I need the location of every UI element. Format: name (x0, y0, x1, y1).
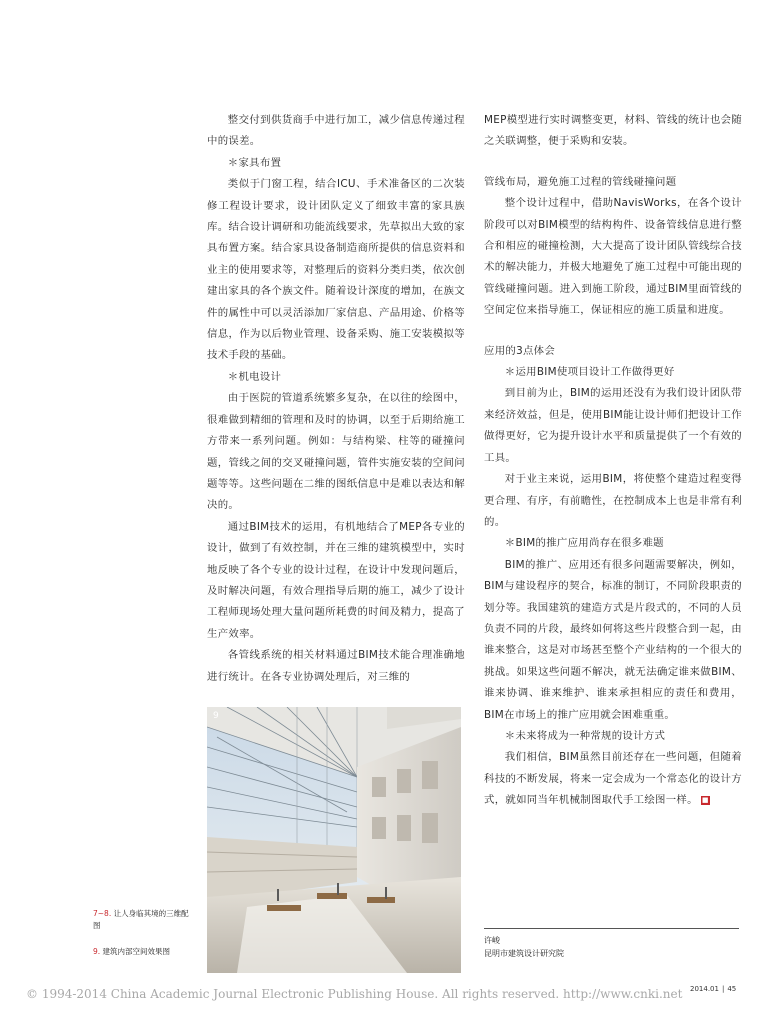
paragraph-text: 整个设计过程中，借助NavisWorks，在各个设计阶段可以对BIM模型的结构构件、设备管线信息进行整合和相应的碰撞检测，大大提高了设计团队管线综合技术的解决能力，并极大地避免了施工过程中可能出现的管线碰撞问题。进入到施工阶段，通过BIM里面管线的空间定位来指导施工，保证相应的施工质量和进度。 (484, 197, 742, 317)
subsection-heading (484, 726, 742, 747)
end-of-article-mark: ■ (701, 795, 709, 804)
heading-text: 管线布局，避免施工过程的管线碰撞问题 (484, 175, 677, 188)
figure-9-atrium-photo (207, 707, 461, 973)
section-heading (484, 341, 742, 362)
subsection-heading (484, 362, 742, 383)
body-paragraph (207, 517, 465, 645)
paragraph-gap (484, 153, 742, 172)
body-paragraph (484, 747, 742, 811)
atrium-illustration (207, 707, 461, 973)
caption-number: 9. (93, 947, 101, 956)
caption-text: 建筑内部空间效果图 (102, 947, 171, 956)
folio-separator: | (721, 985, 725, 993)
paragraph-gap (484, 322, 742, 341)
body-paragraph (207, 174, 465, 367)
page-folio (690, 985, 736, 993)
caption-text: 让人身临其境的三维配图 (93, 909, 189, 930)
heading-text: 应用的3点体会 (484, 344, 556, 357)
paragraph-text: 我们相信，BIM虽然目前还存在一些问题，但随着科技的不断发展，将来一定会成为一个常态化的设计方式，就如同当年机械制图取代手工绘图一样。 (484, 751, 742, 807)
author-name: 许峻 (484, 936, 500, 945)
author-divider (484, 928, 739, 929)
paragraph-text: 对于业主来说，运用BIM，将使整个建造过程变得更合理、有序，有前瞻性，在控制成本上也是非常有利的。 (484, 473, 742, 528)
paragraph-text: 通过BIM技术的运用，有机地结合了MEP各专业的设计，做到了有效控制，并在三维的建筑模型中，实时地反映了各个专业的设计过程，在设计中发现问题后，及时解决问题，有效合理指导后期的施工，减少了设计工程师现场处理大量问题所耗费的时间及精力，提高了生产效率。 (207, 520, 465, 640)
paragraph-text: 各管线系统的相关材料通过BIM技术能合理准确地进行统计。在各专业协调处理后，对三维的 (207, 649, 465, 683)
body-paragraph (207, 110, 465, 153)
author-block (484, 928, 742, 960)
body-paragraph (484, 193, 742, 321)
paragraph-text: 整交付到供货商手中进行加工，减少信息传递过程中的误差。 (207, 114, 465, 148)
subsection-heading (207, 153, 465, 174)
paragraph-text: 类似于门窗工程，结合ICU、手术准备区的二次装修工程设计要求，设计团队定义了细致丰富的家具族库。结合设计调研和功能流线要求，先草拟出大致的家具布置方案。结合家具设备制造商所提供的信息资料和业主的使用要求等，对整理后的资料分类归类，依次创建出家具的各个族文件。随着设计深度的增加，在族文件的属性中可以灵活添加厂家信息、产品用途、价格等信息，作为以后物业管理、设备采购、施工安装模拟等技术手段的基础。 (207, 178, 465, 362)
left-column (207, 110, 465, 688)
paragraph-text: 由于医院的管道系统繁多复杂，在以往的绘图中，很难做到精细的管理和及时的协调，以至于后期给施工方带来一系列问题。例如：与结构梁、柱等的碰撞问题，管线之间的交叉碰撞问题，管件实施安装的空间问题等等。这些问题在二维的图纸信息中是难以表达和解决的。 (207, 392, 465, 512)
paragraph-text: MEP模型进行实时调整变更，材料、管线的统计也会随之关联调整，便于采购和安装。 (484, 114, 742, 148)
subsection-heading (484, 533, 742, 554)
caption-figure-9 (93, 946, 193, 958)
caption-number: 7~8. (93, 909, 112, 918)
caption-figure-7-8 (93, 908, 193, 932)
subsection-heading (207, 367, 465, 388)
body-paragraph (484, 555, 742, 726)
body-paragraph (484, 383, 742, 469)
heading-text: ＊BIM的推广应用尚存在很多难题 (504, 537, 664, 550)
body-paragraph (207, 388, 465, 516)
heading-text: ＊家具布置 (227, 156, 282, 169)
figure-number: 9 (213, 711, 219, 721)
author-affiliation: 昆明市建筑设计研究院 (484, 949, 564, 958)
heading-text: ＊机电设计 (227, 370, 282, 383)
body-paragraph (207, 645, 465, 688)
heading-text: ＊运用BIM使项目设计工作做得更好 (504, 366, 675, 379)
section-heading (484, 172, 742, 193)
page-number: 45 (727, 985, 737, 993)
continued-paragraph (484, 110, 742, 153)
issue-number: 2014.01 (690, 985, 719, 993)
paragraph-text: BIM的推广、应用还有很多问题需要解决，例如，BIM与建设程序的契合，标准的制订，不同阶段职责的划分等。我国建筑的建造方式是片段式的，不同的人员负责不同的片段，最终如何将这些片段整合到一起，由谁来整合，这是对市场甚至整个产业结构的一个很大的挑战。如果这些问题不解决，就无法确定谁来做BIM、谁来协调、谁来维护、谁来承担相应的责任和费用，BIM在市场上的推广应用就会困难重重。 (484, 558, 742, 721)
copyright-notice: © 1994-2014 China Academic Journal Electronic Publishing House. All rights reserved. http://www.cnki.net (26, 987, 683, 1001)
paragraph-text: 到目前为止，BIM的运用还没有为我们设计团队带来经济效益，但是，使用BIM能让设计师们把设计工作做得更好，它为提升设计水平和质量提供了一个有效的工具。 (484, 387, 742, 464)
heading-text: ＊未来将成为一种常规的设计方式 (504, 729, 666, 742)
right-column (484, 110, 742, 812)
body-paragraph (484, 469, 742, 533)
